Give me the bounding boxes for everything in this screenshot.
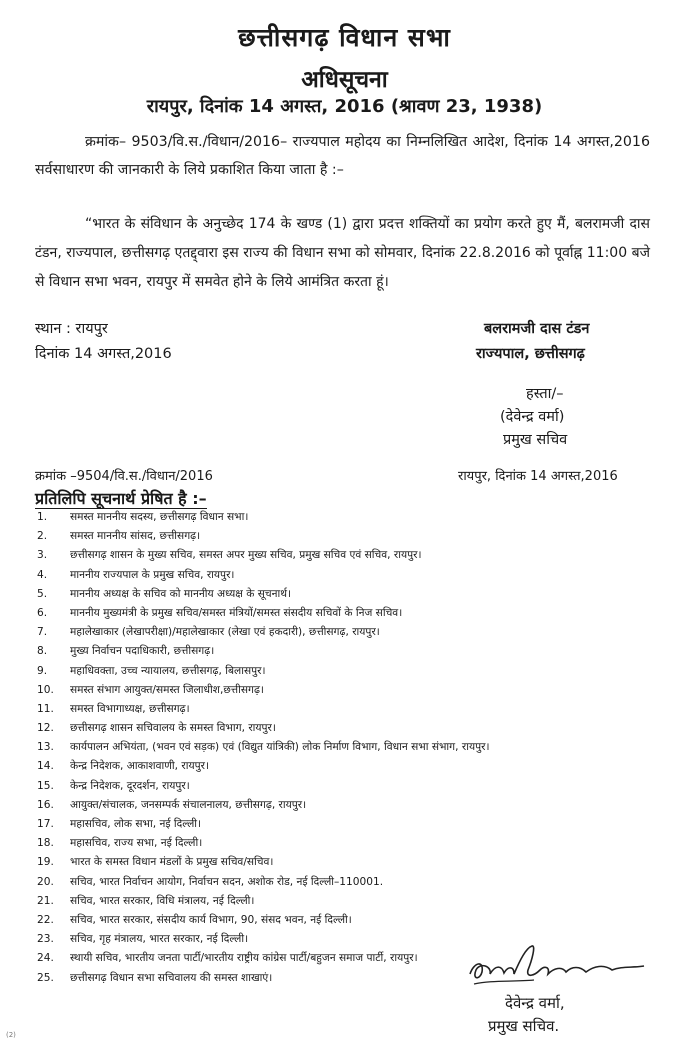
- signoff-title: प्रमुख सचिव.: [488, 1017, 560, 1035]
- list-item-text: महासचिव, लोक सभा, नई दिल्ली।: [70, 818, 202, 830]
- list-item-text: महासचिव, राज्य सभा, नई दिल्ली।: [70, 837, 203, 850]
- ref-date: रायपुर, दिनांक 14 अगस्त,2016: [458, 469, 618, 484]
- document-subtitle: अधिसूचना: [301, 67, 388, 93]
- list-item-number: 15.: [37, 779, 54, 792]
- list-item-number: 12.: [37, 722, 54, 735]
- list-item-number: 14.: [37, 760, 54, 773]
- list-item-number: 23.: [37, 933, 54, 946]
- page-number: (2): [6, 1031, 16, 1039]
- list-item: [37, 834, 657, 853]
- list-item-text: माननीय राज्यपाल के प्रमुख सचिव, रायपुर।: [70, 568, 235, 581]
- list-item-number: 3.: [37, 549, 48, 562]
- list-item: [37, 815, 657, 834]
- list-item: [37, 873, 657, 892]
- signoff-name: देवेन्द्र वर्मा,: [505, 994, 565, 1012]
- governor-name: बलरामजी दास टंडन: [484, 321, 590, 337]
- list-item-number: 6.: [37, 606, 48, 619]
- list-item-number: 24.: [37, 952, 54, 965]
- list-item-number: 11.: [37, 702, 54, 715]
- list-item: [37, 585, 657, 604]
- list-item-text: मुख्य निर्वाचन पदाधिकारी, छत्तीसगढ़।: [70, 645, 215, 658]
- list-item: [37, 700, 657, 719]
- list-item: [37, 719, 657, 738]
- list-item: [37, 508, 657, 527]
- date-text: दिनांक 14 अगस्त,2016: [35, 346, 172, 362]
- list-item: [37, 757, 657, 776]
- list-item-text: केन्द्र निदेशक, आकाशवाणी, रायपुर।: [70, 760, 209, 773]
- list-item: [37, 853, 657, 872]
- list-item-number: 1.: [37, 511, 48, 523]
- list-item-text: महालेखाकार (लेखापरीक्षा)/महालेखाकार (लेखा एवं हकदारी), छत्तीसगढ़, रायपुर।: [70, 626, 380, 639]
- list-item-number: 4.: [37, 568, 48, 581]
- list-item-text: छत्तीसगढ़ शासन के मुख्य सचिव, समस्त अपर मुख्य सचिव, प्रमुख सचिव एवं सचिव, रायपुर।: [70, 549, 422, 562]
- list-item: [37, 642, 657, 661]
- list-item-text: कार्यपालन अभियंता, (भवन एवं सड़क) एवं (विद्युत यांत्रिकी) लोक निर्माण विभाग, विधान सभा संभाग, रायपुर।: [70, 741, 490, 754]
- secretary-title: प्रमुख सचिव: [503, 432, 568, 448]
- list-item-text: छत्तीसगढ़ विधान सभा सचिवालय की समस्त शाखाएं।: [70, 971, 273, 984]
- list-item-number: 16.: [37, 798, 54, 811]
- list-item-text: सचिव, गृह मंत्रालय, भारत सरकार, नई दिल्ली।: [70, 933, 249, 946]
- dateline: रायपुर, दिनांक 14 अगस्त, 2016 (श्रावण 23, 1938): [146, 96, 543, 117]
- governor-title: राज्यपाल, छत्तीसगढ़: [476, 346, 585, 362]
- list-item: [37, 662, 657, 681]
- copy-list: [37, 508, 657, 988]
- list-item-number: 13.: [37, 741, 54, 754]
- list-item: [37, 604, 657, 623]
- list-item: [37, 527, 657, 546]
- intro-paragraph: क्रमांक– 9503/वि.स./विधान/2016– राज्यपाल महोदय का निम्नलिखित आदेश, दिनांक 14 अगस्त,2016 सर्वसाधारण की जानकारी के लिये प्रकाशित किया जाता है :–: [35, 134, 650, 178]
- list-item: [37, 623, 657, 642]
- list-item: [37, 738, 657, 757]
- ref-number: क्रमांक –9504/वि.स./विधान/2016: [35, 469, 213, 484]
- copy-heading: प्रतिलिपि सूचनार्थ प्रेषित है :–: [35, 489, 207, 508]
- handwritten-signature-icon: [462, 940, 652, 990]
- list-item-text: सचिव, भारत निर्वाचन आयोग, निर्वाचन सदन, अशोक रोड, नई दिल्ली–110001.: [70, 875, 384, 888]
- list-item-number: 18.: [37, 837, 54, 850]
- list-item-text: समस्त माननीय सदस्य, छत्तीसगढ़ विधान सभा।: [70, 511, 249, 523]
- secretary-name: (देवेन्द्र वर्मा): [500, 409, 565, 425]
- list-item: [37, 546, 657, 565]
- list-item: [37, 892, 657, 911]
- place-text: स्थान : रायपुर: [35, 321, 108, 337]
- list-item-text: भारत के समस्त विधान मंडलों के प्रमुख सचिव/सचिव।: [70, 856, 274, 869]
- list-item-number: 10.: [37, 683, 54, 696]
- list-item: [37, 681, 657, 700]
- list-item-text: समस्त विभागाध्यक्ष, छत्तीसगढ़।: [70, 702, 190, 715]
- list-item-text: आयुक्त/संचालक, जनसम्पर्क संचालनालय, छत्तीसगढ़, रायपुर।: [70, 798, 307, 811]
- list-item-text: छत्तीसगढ़ शासन सचिवालय के समस्त विभाग, रायपुर।: [70, 722, 276, 735]
- list-item-number: 8.: [37, 645, 48, 658]
- list-item-text: माननीय मुख्यमंत्री के प्रमुख सचिव/समस्त मंत्रियों/समस्त संसदीय सचिवों के निज सचिव।: [70, 606, 403, 619]
- list-item-number: 21.: [37, 894, 54, 907]
- list-item: [37, 796, 657, 815]
- list-item-number: 19.: [37, 856, 54, 869]
- list-item-text: केन्द्र निदेशक, दूरदर्शन, रायपुर।: [70, 779, 190, 792]
- list-item-text: सचिव, भारत सरकार, संसदीय कार्य विभाग, 90, संसद भवन, नई दिल्ली।: [70, 913, 352, 926]
- order-paragraph: “भारत के संविधान के अनुच्छेद 174 के खण्ड (1) द्वारा प्रदत्त शक्तियों का प्रयोग करते हुए मैं, बलरामजी दास टंडन, राज्यपाल, छत्तीसगढ़ एतद्द्वारा इस राज्य की विधान सभा को सोमवार, दिनांक 22.8.2016 को पूर्वाह्न 11:00 बजे से विधान सभा भवन, रायपुर में समवेत होने के लिये आमंत्रित करता हूं।: [35, 216, 650, 290]
- list-item-text: स्थायी सचिव, भारतीय जनता पार्टी/भारतीय राष्ट्रीय कांग्रेस पार्टी/बहुजन समाज पार्टी, रायपुर।: [70, 952, 418, 965]
- list-item: [37, 777, 657, 796]
- list-item-text: सचिव, भारत सरकार, विधि मंत्रालय, नई दिल्ली।: [70, 894, 255, 907]
- signed-mark: हस्ता/–: [526, 386, 564, 402]
- list-item-number: 20.: [37, 875, 54, 888]
- list-item-number: 17.: [37, 818, 54, 830]
- document-title: छत्तीसगढ़ विधान सभा: [238, 23, 451, 52]
- list-item-text: समस्त माननीय सांसद, छत्तीसगढ़।: [70, 530, 201, 543]
- list-item-number: 2.: [37, 530, 48, 543]
- list-item: [37, 566, 657, 585]
- list-item-number: 22.: [37, 913, 54, 926]
- list-item-number: 7.: [37, 626, 48, 639]
- list-item-number: 25.: [37, 971, 54, 984]
- list-item-number: 5.: [37, 587, 48, 600]
- list-item-text: महाधिवक्ता, उच्च न्यायालय, छत्तीसगढ़, बिलासपुर।: [70, 664, 266, 677]
- list-item: [37, 911, 657, 930]
- list-item-text: समस्त संभाग आयुक्त/समस्त जिलाधीश,छत्तीसगढ़।: [70, 683, 264, 696]
- list-item-text: माननीय अध्यक्ष के सचिव को माननीय अध्यक्ष के सूचनार्थ।: [70, 587, 291, 600]
- list-item-number: 9.: [37, 664, 48, 677]
